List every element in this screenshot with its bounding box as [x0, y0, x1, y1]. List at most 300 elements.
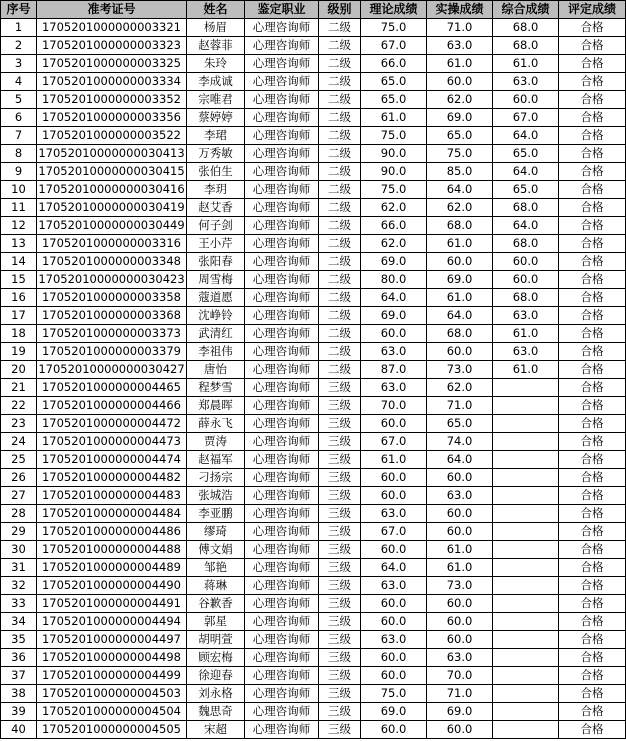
- cell-level: 二级: [319, 271, 361, 289]
- cell-overall-score: [493, 559, 559, 577]
- header-row: [1, 1, 626, 19]
- cell-practice-score: 60.0: [427, 343, 493, 361]
- cell-practice-score: 63.0: [427, 37, 493, 55]
- cell-overall-score: [493, 721, 559, 739]
- table-row: [1, 505, 626, 523]
- cell-occupation: 心理咨询师: [245, 631, 319, 649]
- cell-occupation: 心理咨询师: [245, 325, 319, 343]
- cell-index: 39: [1, 703, 37, 721]
- cell-result: 合格: [559, 325, 626, 343]
- table-row: [1, 235, 626, 253]
- cell-level: 二级: [319, 127, 361, 145]
- cell-index: 8: [1, 145, 37, 163]
- cell-index: 14: [1, 253, 37, 271]
- table-row: [1, 397, 626, 415]
- cell-theory-score: 66.0: [361, 55, 427, 73]
- cell-occupation: 心理咨询师: [245, 649, 319, 667]
- cell-theory-score: 67.0: [361, 433, 427, 451]
- cell-occupation: 心理咨询师: [245, 199, 319, 217]
- cell-result: 合格: [559, 253, 626, 271]
- cell-exam-id: 1705201000000004488: [37, 541, 187, 559]
- table-row: [1, 613, 626, 631]
- cell-occupation: 心理咨询师: [245, 487, 319, 505]
- cell-occupation: 心理咨询师: [245, 109, 319, 127]
- cell-exam-id: 1705201000000004474: [37, 451, 187, 469]
- cell-exam-id: 1705201000000004472: [37, 415, 187, 433]
- cell-theory-score: 63.0: [361, 505, 427, 523]
- cell-name: 王小芹: [187, 235, 245, 253]
- cell-practice-score: 85.0: [427, 163, 493, 181]
- table-row: [1, 415, 626, 433]
- cell-index: 15: [1, 271, 37, 289]
- cell-name: 张伯生: [187, 163, 245, 181]
- cell-level: 二级: [319, 145, 361, 163]
- cell-overall-score: [493, 397, 559, 415]
- cell-occupation: 心理咨询师: [245, 577, 319, 595]
- cell-name: 赵蓉菲: [187, 37, 245, 55]
- cell-result: 合格: [559, 433, 626, 451]
- cell-practice-score: 61.0: [427, 559, 493, 577]
- cell-result: 合格: [559, 685, 626, 703]
- cell-result: 合格: [559, 541, 626, 559]
- cell-level: 三级: [319, 541, 361, 559]
- table-row: [1, 487, 626, 505]
- cell-exam-id: 1705201000000004497: [37, 631, 187, 649]
- cell-index: 38: [1, 685, 37, 703]
- cell-name: 邹艳: [187, 559, 245, 577]
- cell-practice-score: 65.0: [427, 127, 493, 145]
- cell-theory-score: 60.0: [361, 595, 427, 613]
- cell-level: 二级: [319, 19, 361, 37]
- table-row: [1, 721, 626, 739]
- cell-practice-score: 70.0: [427, 667, 493, 685]
- cell-name: 蔡婷婷: [187, 109, 245, 127]
- cell-practice-score: 60.0: [427, 73, 493, 91]
- cell-theory-score: 69.0: [361, 253, 427, 271]
- cell-theory-score: 75.0: [361, 127, 427, 145]
- cell-exam-id: 1705201000000004484: [37, 505, 187, 523]
- cell-name: 谷歉香: [187, 595, 245, 613]
- cell-exam-id: 1705201000000003368: [37, 307, 187, 325]
- cell-practice-score: 64.0: [427, 307, 493, 325]
- cell-result: 合格: [559, 271, 626, 289]
- cell-result: 合格: [559, 217, 626, 235]
- cell-index: 19: [1, 343, 37, 361]
- cell-overall-score: [493, 415, 559, 433]
- cell-theory-score: 80.0: [361, 271, 427, 289]
- cell-theory-score: 66.0: [361, 217, 427, 235]
- cell-level: 二级: [319, 361, 361, 379]
- table-row: [1, 649, 626, 667]
- cell-exam-id: 1705201000000004473: [37, 433, 187, 451]
- cell-index: 4: [1, 73, 37, 91]
- table-row: [1, 73, 626, 91]
- cell-practice-score: 62.0: [427, 379, 493, 397]
- cell-theory-score: 67.0: [361, 523, 427, 541]
- cell-result: 合格: [559, 649, 626, 667]
- cell-occupation: 心理咨询师: [245, 505, 319, 523]
- cell-overall-score: [493, 541, 559, 559]
- cell-exam-id: 1705201000000004505: [37, 721, 187, 739]
- cell-index: 33: [1, 595, 37, 613]
- cell-exam-id: 1705201000000003316: [37, 235, 187, 253]
- cell-name: 顾宏梅: [187, 649, 245, 667]
- cell-name: 程梦雪: [187, 379, 245, 397]
- cell-result: 合格: [559, 307, 626, 325]
- cell-theory-score: 65.0: [361, 73, 427, 91]
- cell-exam-id: 1705201000000003358: [37, 289, 187, 307]
- cell-result: 合格: [559, 379, 626, 397]
- cell-level: 二级: [319, 343, 361, 361]
- cell-theory-score: 60.0: [361, 469, 427, 487]
- cell-occupation: 心理咨询师: [245, 253, 319, 271]
- cell-overall-score: [493, 685, 559, 703]
- cell-theory-score: 67.0: [361, 37, 427, 55]
- cell-index: 3: [1, 55, 37, 73]
- table-row: [1, 379, 626, 397]
- cell-index: 25: [1, 451, 37, 469]
- cell-result: 合格: [559, 469, 626, 487]
- cell-index: 22: [1, 397, 37, 415]
- table-row: [1, 685, 626, 703]
- cell-index: 21: [1, 379, 37, 397]
- cell-level: 二级: [319, 181, 361, 199]
- cell-theory-score: 61.0: [361, 109, 427, 127]
- cell-occupation: 心理咨询师: [245, 343, 319, 361]
- cell-occupation: 心理咨询师: [245, 73, 319, 91]
- table-row: [1, 325, 626, 343]
- cell-overall-score: 60.0: [493, 253, 559, 271]
- cell-exam-id: 17052010000000030419: [37, 199, 187, 217]
- cell-exam-id: 17052010000000030427: [37, 361, 187, 379]
- cell-level: 三级: [319, 667, 361, 685]
- cell-overall-score: [493, 469, 559, 487]
- table-row: [1, 523, 626, 541]
- cell-overall-score: [493, 631, 559, 649]
- cell-practice-score: 64.0: [427, 451, 493, 469]
- table-row: [1, 433, 626, 451]
- cell-practice-score: 63.0: [427, 649, 493, 667]
- cell-overall-score: 68.0: [493, 19, 559, 37]
- cell-name: 李亚鹏: [187, 505, 245, 523]
- cell-occupation: 心理咨询师: [245, 685, 319, 703]
- table-row: [1, 163, 626, 181]
- cell-occupation: 心理咨询师: [245, 235, 319, 253]
- cell-index: 11: [1, 199, 37, 217]
- cell-exam-id: 17052010000000030415: [37, 163, 187, 181]
- cell-overall-score: 60.0: [493, 271, 559, 289]
- cell-result: 合格: [559, 55, 626, 73]
- cell-exam-id: 1705201000000003379: [37, 343, 187, 361]
- cell-exam-id: 1705201000000003352: [37, 91, 187, 109]
- cell-overall-score: [493, 613, 559, 631]
- cell-exam-id: 1705201000000003323: [37, 37, 187, 55]
- cell-result: 合格: [559, 235, 626, 253]
- cell-name: 郭星: [187, 613, 245, 631]
- cell-result: 合格: [559, 397, 626, 415]
- cell-index: 6: [1, 109, 37, 127]
- cell-index: 24: [1, 433, 37, 451]
- cell-overall-score: [493, 649, 559, 667]
- cell-level: 三级: [319, 685, 361, 703]
- cell-practice-score: 71.0: [427, 19, 493, 37]
- cell-occupation: 心理咨询师: [245, 145, 319, 163]
- cell-practice-score: 71.0: [427, 685, 493, 703]
- table-row: [1, 145, 626, 163]
- cell-theory-score: 62.0: [361, 235, 427, 253]
- cell-practice-score: 60.0: [427, 721, 493, 739]
- cell-theory-score: 69.0: [361, 703, 427, 721]
- cell-level: 二级: [319, 73, 361, 91]
- cell-occupation: 心理咨询师: [245, 595, 319, 613]
- cell-theory-score: 62.0: [361, 199, 427, 217]
- cell-overall-score: 61.0: [493, 325, 559, 343]
- cell-practice-score: 69.0: [427, 703, 493, 721]
- cell-practice-score: 60.0: [427, 613, 493, 631]
- cell-exam-id: 1705201000000003522: [37, 127, 187, 145]
- cell-level: 三级: [319, 469, 361, 487]
- cell-level: 二级: [319, 163, 361, 181]
- cell-overall-score: [493, 523, 559, 541]
- cell-practice-score: 71.0: [427, 397, 493, 415]
- cell-level: 二级: [319, 253, 361, 271]
- table-row: [1, 271, 626, 289]
- table-row: [1, 667, 626, 685]
- cell-name: 郑晨晖: [187, 397, 245, 415]
- cell-practice-score: 60.0: [427, 505, 493, 523]
- cell-level: 二级: [319, 235, 361, 253]
- cell-index: 30: [1, 541, 37, 559]
- cell-overall-score: [493, 703, 559, 721]
- table-row: [1, 37, 626, 55]
- cell-level: 三级: [319, 523, 361, 541]
- table-row: [1, 631, 626, 649]
- cell-theory-score: 63.0: [361, 577, 427, 595]
- cell-exam-id: 1705201000000004490: [37, 577, 187, 595]
- table-row: [1, 451, 626, 469]
- cell-overall-score: 64.0: [493, 163, 559, 181]
- cell-overall-score: [493, 433, 559, 451]
- cell-exam-id: 1705201000000003321: [37, 19, 187, 37]
- cell-result: 合格: [559, 559, 626, 577]
- cell-name: 沈峥铃: [187, 307, 245, 325]
- cell-occupation: 心理咨询师: [245, 379, 319, 397]
- cell-occupation: 心理咨询师: [245, 433, 319, 451]
- cell-name: 李成诚: [187, 73, 245, 91]
- cell-result: 合格: [559, 415, 626, 433]
- table-row: [1, 181, 626, 199]
- cell-exam-id: 1705201000000004503: [37, 685, 187, 703]
- cell-index: 26: [1, 469, 37, 487]
- cell-overall-score: 64.0: [493, 127, 559, 145]
- cell-result: 合格: [559, 451, 626, 469]
- cell-overall-score: [493, 379, 559, 397]
- cell-name: 蒋琳: [187, 577, 245, 595]
- cell-exam-id: 1705201000000004489: [37, 559, 187, 577]
- cell-theory-score: 60.0: [361, 613, 427, 631]
- cell-name: 武清红: [187, 325, 245, 343]
- cell-name: 朱玲: [187, 55, 245, 73]
- cell-practice-score: 60.0: [427, 631, 493, 649]
- cell-theory-score: 60.0: [361, 721, 427, 739]
- cell-name: 胡明萱: [187, 631, 245, 649]
- cell-occupation: 心理咨询师: [245, 469, 319, 487]
- cell-result: 合格: [559, 19, 626, 37]
- cell-overall-score: 60.0: [493, 91, 559, 109]
- cell-level: 二级: [319, 217, 361, 235]
- cell-practice-score: 75.0: [427, 145, 493, 163]
- cell-name: 宋超: [187, 721, 245, 739]
- cell-level: 三级: [319, 451, 361, 469]
- cell-practice-score: 60.0: [427, 595, 493, 613]
- cell-level: 三级: [319, 649, 361, 667]
- header-cell-exam-id: 准考证号: [37, 1, 187, 19]
- table-row: [1, 199, 626, 217]
- cell-level: 二级: [319, 91, 361, 109]
- cell-level: 二级: [319, 37, 361, 55]
- cell-exam-id: 1705201000000004466: [37, 397, 187, 415]
- header-cell-occupation: 鉴定职业: [245, 1, 319, 19]
- cell-overall-score: 63.0: [493, 343, 559, 361]
- cell-name: 李祖伟: [187, 343, 245, 361]
- cell-theory-score: 60.0: [361, 541, 427, 559]
- cell-occupation: 心理咨询师: [245, 307, 319, 325]
- cell-theory-score: 64.0: [361, 289, 427, 307]
- cell-practice-score: 74.0: [427, 433, 493, 451]
- cell-result: 合格: [559, 289, 626, 307]
- cell-practice-score: 62.0: [427, 199, 493, 217]
- cell-occupation: 心理咨询师: [245, 217, 319, 235]
- cell-occupation: 心理咨询师: [245, 19, 319, 37]
- cell-theory-score: 75.0: [361, 685, 427, 703]
- cell-overall-score: 68.0: [493, 199, 559, 217]
- cell-index: 5: [1, 91, 37, 109]
- cell-exam-id: 1705201000000004494: [37, 613, 187, 631]
- cell-name: 贾涛: [187, 433, 245, 451]
- cell-result: 合格: [559, 163, 626, 181]
- cell-occupation: 心理咨询师: [245, 289, 319, 307]
- cell-result: 合格: [559, 145, 626, 163]
- cell-theory-score: 63.0: [361, 379, 427, 397]
- table-row: [1, 307, 626, 325]
- cell-level: 三级: [319, 433, 361, 451]
- cell-index: 36: [1, 649, 37, 667]
- cell-occupation: 心理咨询师: [245, 271, 319, 289]
- cell-index: 28: [1, 505, 37, 523]
- cell-overall-score: 63.0: [493, 307, 559, 325]
- header-cell-overall-score: 综合成绩: [493, 1, 559, 19]
- cell-level: 三级: [319, 415, 361, 433]
- cell-exam-id: 1705201000000004465: [37, 379, 187, 397]
- cell-theory-score: 69.0: [361, 307, 427, 325]
- table-row: [1, 559, 626, 577]
- table-row: [1, 19, 626, 37]
- table-row: [1, 217, 626, 235]
- cell-name: 赵福军: [187, 451, 245, 469]
- cell-index: 16: [1, 289, 37, 307]
- cell-occupation: 心理咨询师: [245, 613, 319, 631]
- cell-theory-score: 65.0: [361, 91, 427, 109]
- table-row: [1, 109, 626, 127]
- cell-occupation: 心理咨询师: [245, 667, 319, 685]
- cell-exam-id: 17052010000000030416: [37, 181, 187, 199]
- cell-index: 23: [1, 415, 37, 433]
- cell-index: 9: [1, 163, 37, 181]
- cell-result: 合格: [559, 703, 626, 721]
- cell-occupation: 心理咨询师: [245, 721, 319, 739]
- table-row: [1, 127, 626, 145]
- cell-practice-score: 60.0: [427, 469, 493, 487]
- cell-result: 合格: [559, 505, 626, 523]
- cell-exam-id: 17052010000000030413: [37, 145, 187, 163]
- cell-theory-score: 90.0: [361, 145, 427, 163]
- cell-exam-id: 1705201000000003373: [37, 325, 187, 343]
- cell-exam-id: 1705201000000003334: [37, 73, 187, 91]
- cell-level: 三级: [319, 379, 361, 397]
- cell-occupation: 心理咨询师: [245, 559, 319, 577]
- cell-level: 三级: [319, 397, 361, 415]
- table-row: [1, 361, 626, 379]
- cell-theory-score: 75.0: [361, 181, 427, 199]
- table-row: [1, 253, 626, 271]
- table-row: [1, 595, 626, 613]
- cell-exam-id: 1705201000000004498: [37, 649, 187, 667]
- cell-result: 合格: [559, 523, 626, 541]
- cell-practice-score: 60.0: [427, 523, 493, 541]
- cell-theory-score: 75.0: [361, 19, 427, 37]
- cell-index: 40: [1, 721, 37, 739]
- cell-overall-score: 65.0: [493, 181, 559, 199]
- cell-name: 魏思奇: [187, 703, 245, 721]
- cell-result: 合格: [559, 91, 626, 109]
- cell-level: 三级: [319, 595, 361, 613]
- cell-occupation: 心理咨询师: [245, 181, 319, 199]
- cell-index: 1: [1, 19, 37, 37]
- cell-exam-id: 1705201000000004483: [37, 487, 187, 505]
- table-row: [1, 703, 626, 721]
- cell-name: 缪琦: [187, 523, 245, 541]
- cell-level: 二级: [319, 55, 361, 73]
- cell-exam-id: 17052010000000030449: [37, 217, 187, 235]
- cell-index: 35: [1, 631, 37, 649]
- cell-occupation: 心理咨询师: [245, 703, 319, 721]
- cell-theory-score: 60.0: [361, 487, 427, 505]
- cell-occupation: 心理咨询师: [245, 451, 319, 469]
- table-row: [1, 343, 626, 361]
- cell-level: 三级: [319, 631, 361, 649]
- cell-result: 合格: [559, 37, 626, 55]
- cell-practice-score: 73.0: [427, 361, 493, 379]
- cell-practice-score: 63.0: [427, 487, 493, 505]
- cell-practice-score: 69.0: [427, 109, 493, 127]
- cell-name: 蔻道愿: [187, 289, 245, 307]
- cell-theory-score: 60.0: [361, 325, 427, 343]
- cell-practice-score: 65.0: [427, 415, 493, 433]
- cell-index: 37: [1, 667, 37, 685]
- cell-practice-score: 61.0: [427, 55, 493, 73]
- cell-name: 周雪梅: [187, 271, 245, 289]
- cell-index: 2: [1, 37, 37, 55]
- cell-overall-score: 68.0: [493, 37, 559, 55]
- cell-overall-score: 67.0: [493, 109, 559, 127]
- cell-name: 徐迎春: [187, 667, 245, 685]
- cell-theory-score: 60.0: [361, 649, 427, 667]
- cell-theory-score: 87.0: [361, 361, 427, 379]
- cell-theory-score: 63.0: [361, 343, 427, 361]
- cell-overall-score: [493, 505, 559, 523]
- cell-index: 12: [1, 217, 37, 235]
- cell-name: 李玥: [187, 181, 245, 199]
